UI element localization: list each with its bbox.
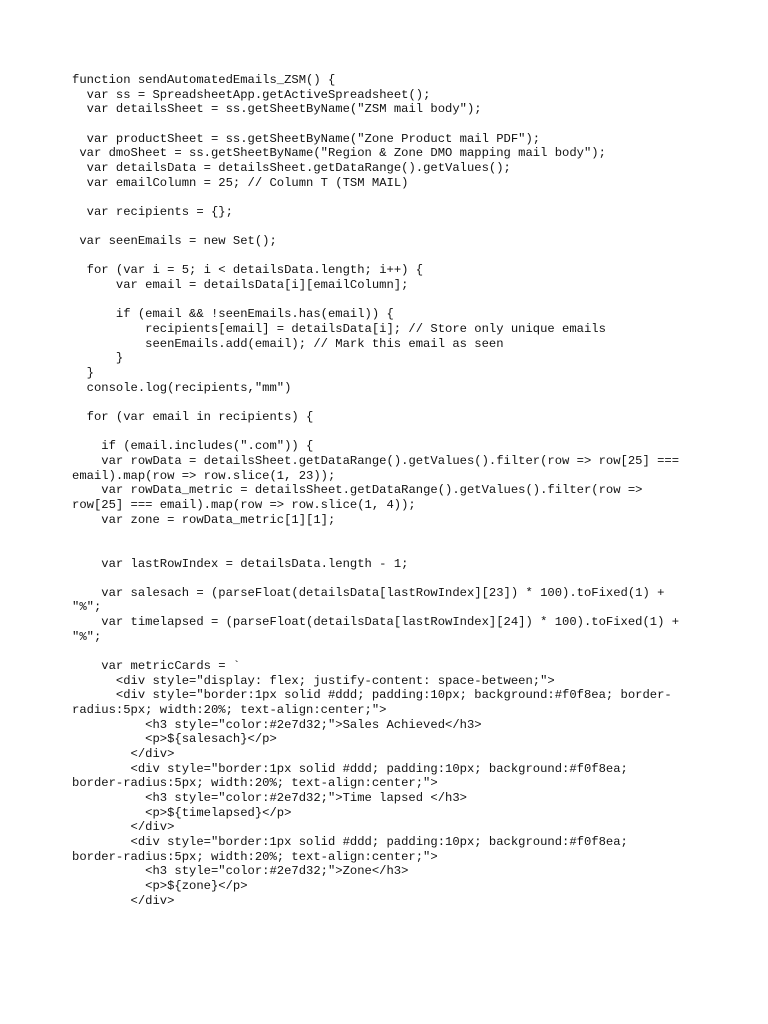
code-line: <h3 style="color:#2e7d32;">Zone</h3> [72,864,409,879]
code-line: </div> [72,820,175,835]
code-line [72,190,712,205]
code-line: "%"; [72,629,102,644]
code-line: "%"; [72,600,102,615]
code-line [72,395,712,410]
code-line: email).map(row => row.slice(1, 23)); [72,468,336,483]
code-line: if (email.includes(".com")) { [72,439,314,454]
code-line: <div style="border:1px solid #ddd; padding:10px; background:#f0f8ea; [72,834,628,849]
code-line: console.log(recipients,"mm") [72,380,292,395]
code-line [72,644,712,659]
code-line: radius:5px; width:20%; text-align:center;"> [72,703,387,718]
code-line: <p>${timelapsed}</p> [72,805,292,820]
code-line: <p>${zone}</p> [72,878,248,893]
code-line [72,220,712,235]
code-line: border-radius:5px; width:20%; text-align:center;"> [72,776,438,791]
code-line: var email = detailsData[i][emailColumn]; [72,278,409,293]
code-line: var rowData_metric = detailsSheet.getDataRange().getValues().filter(row => [72,483,643,498]
code-line: <h3 style="color:#2e7d32;">Time lapsed </h3> [72,790,467,805]
code-line: for (var email in recipients) { [72,410,314,424]
code-line [72,542,712,557]
code-line: var rowData = detailsSheet.getDataRange().getValues().filter(row => row[25] === [72,453,680,468]
code-line: <h3 style="color:#2e7d32;">Sales Achieved</h3> [72,717,482,732]
code-line: seenEmails.add(email); // Mark this email as seen [72,336,504,351]
code-line: row[25] === email).map(row => row.slice(1, 4)); [72,497,416,512]
code-line: var detailsData = detailsSheet.getDataRange().getValues(); [72,160,511,175]
code-line: var salesach = (parseFloat(detailsData[lastRowIndex][23]) * 100).toFixed(1) + [72,585,665,600]
code-line: var metricCards = ` [72,659,241,674]
code-line [72,527,712,542]
code-line: } [72,351,124,366]
code-line [72,293,712,308]
code-line: for (var i = 5; i < detailsData.length; i++) { [72,263,424,278]
code-line: } [72,366,94,381]
code-line: var detailsSheet = ss.getSheetByName("ZSM mail body"); [72,102,482,117]
code-line: border-radius:5px; width:20%; text-align:center;"> [72,849,438,864]
code-line: var timelapsed = (parseFloat(detailsData[lastRowIndex][24]) * 100).toFixed(1) + [72,615,680,630]
code-line: if (email && !seenEmails.has(email)) { [72,307,394,322]
code-line [72,571,712,586]
code-line [72,117,712,132]
code-line: <p>${salesach}</p> [72,732,277,747]
code-line: var emailColumn = 25; // Column T (TSM MAIL) [72,175,409,190]
code-line: var recipients = {}; [72,204,233,219]
code-line: </div> [72,747,175,762]
code-line: var dmoSheet = ss.getSheetByName("Region & Zone DMO mapping mail body"); [72,146,606,161]
code-line: var ss = SpreadsheetApp.getActiveSpreadsheet(); [72,87,431,102]
code-line: <div style="border:1px solid #ddd; padding:10px; background:#f0f8ea; [72,761,628,776]
code-listing [72,73,712,908]
code-line [72,249,712,264]
code-line: var zone = rowData_metric[1][1]; [72,512,336,527]
code-line: var seenEmails = new Set(); [72,234,277,249]
code-line: var lastRowIndex = detailsData.length - 1; [72,556,409,571]
code-line: function sendAutomatedEmails_ZSM() { [72,73,336,87]
code-line: recipients[email] = detailsData[i]; // Store only unique emails [72,322,606,337]
code-line: <div style="border:1px solid #ddd; padding:10px; background:#f0f8ea; border- [72,688,672,703]
code-line: var productSheet = ss.getSheetByName("Zone Product mail PDF"); [72,131,541,146]
code-line: </div> [72,893,175,908]
code-line [72,425,712,440]
code-line: <div style="display: flex; justify-content: space-between;"> [72,673,555,688]
